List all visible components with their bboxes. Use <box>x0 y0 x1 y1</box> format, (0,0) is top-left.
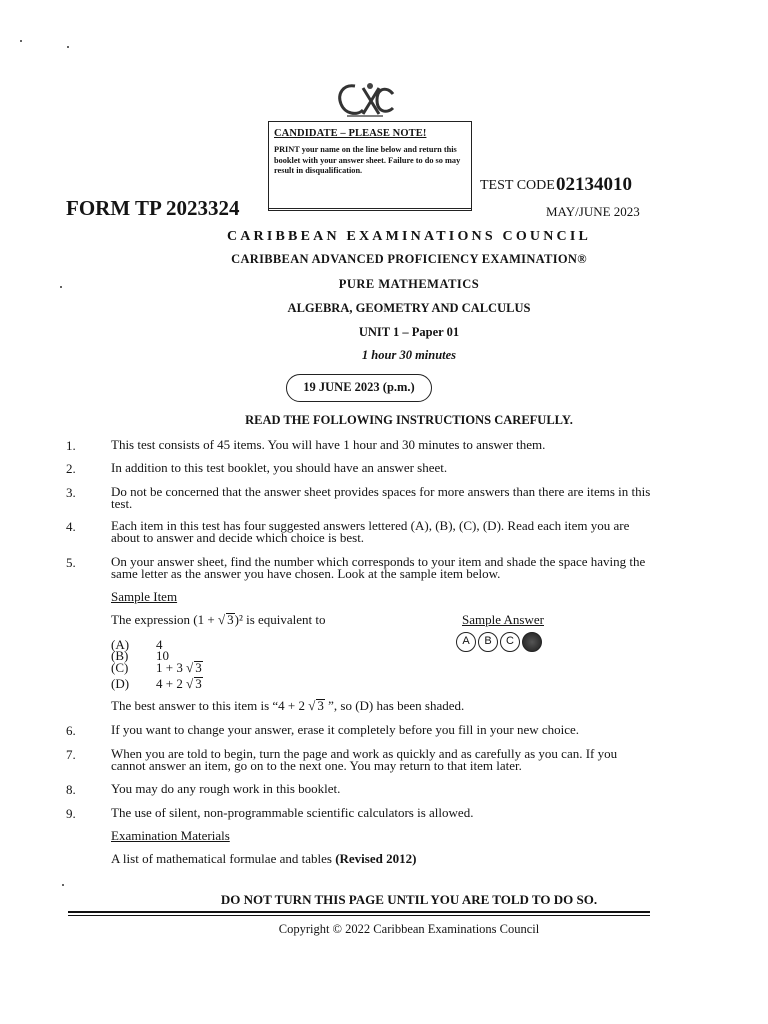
sample-question-prefix: The expression (1 + <box>111 612 218 627</box>
scan-speck <box>20 40 22 42</box>
sqrt-expression: √ 3 <box>217 612 234 627</box>
instruction-text: If you want to change your answer, erase it completely before you fill in your new choice. <box>111 722 580 737</box>
option-value: 4 <box>156 637 163 652</box>
council-heading: CARIBBEAN EXAMINATIONS COUNCIL <box>226 229 592 244</box>
sample-answer-heading: Sample Answer <box>462 612 544 627</box>
scan-speck <box>62 884 64 886</box>
notice-body: PRINT your name on the line below and return this booklet with your answer sheet. Failure to do so may result in disqualification. <box>274 145 461 175</box>
sqrt-radicand: 3 <box>195 676 202 691</box>
best-answer-suffix: ”, so (D) has been shaded. <box>324 698 465 713</box>
materials-heading: Examination Materials <box>111 828 230 843</box>
candidate-notice-box <box>268 121 472 211</box>
topic-heading: ALGEBRA, GEOMETRY AND CALCULUS <box>287 301 531 315</box>
instruction-number: 5. <box>66 555 76 570</box>
sample-answer-bubbles <box>456 632 542 652</box>
duration-heading: 1 hour 30 minutes <box>361 348 457 362</box>
instruction-text: Do not be concerned that the answer sheet provides spaces for more answers than there are items in this test. <box>111 484 651 511</box>
sqrt-expression: √ 3 <box>186 660 202 675</box>
materials-text-prefix: A list of mathematical formulae and tables <box>111 851 336 866</box>
instruction-text: On your answer sheet, find the number which corresponds to your item and shade the space having the same letter as the answer you have chosen. Look at the sample item below. <box>111 554 646 581</box>
sample-best-answer <box>111 698 464 714</box>
materials-text <box>111 851 416 867</box>
exam-session: MAY/JUNE 2023 <box>546 204 640 219</box>
cxc-logo-icon <box>333 80 395 122</box>
option-value: 10 <box>156 648 169 663</box>
form-code: FORM TP 2023324 <box>66 196 240 220</box>
copyright: Copyright © 2022 Caribbean Examinations Council <box>278 922 540 936</box>
instruction-text: This test consists of 45 items. You will have 1 hour and 30 minutes to answer them. <box>111 437 546 452</box>
subject-heading: PURE MATHEMATICS <box>338 277 480 291</box>
sample-item-heading: Sample Item <box>111 589 178 604</box>
instruction-number: 6. <box>66 723 76 738</box>
test-code-label: TEST CODE <box>480 178 555 193</box>
test-code-value: 02134010 <box>556 174 632 195</box>
sqrt-radicand: 3 <box>195 660 202 675</box>
footer-divider <box>68 911 650 913</box>
footer-divider <box>68 915 650 916</box>
candidate-name-line[interactable] <box>268 208 472 209</box>
instruction-number: 4. <box>66 519 76 534</box>
answer-bubble-a: A <box>456 632 476 652</box>
sample-question-suffix: )² is equivalent to <box>234 612 326 627</box>
option-letter: (C) <box>111 660 129 675</box>
option-value-prefix: 4 + 2 <box>156 676 187 691</box>
instruction-text: The use of silent, non-programmable scientific calculators is allowed. <box>111 805 474 820</box>
instruction-text: When you are told to begin, turn the page and work as quickly and as carefully as you can. If you cannot answer an item, go on to the next one. You may return to that item later. <box>111 746 618 773</box>
option-value-prefix: 1 + 3 <box>156 660 187 675</box>
answer-bubble-c: C <box>500 632 520 652</box>
option-value <box>156 660 203 676</box>
best-answer-prefix: The best answer to this item is “4 + 2 <box>111 698 309 713</box>
option-letter: (A) <box>111 637 130 652</box>
instruction-number: 8. <box>66 782 76 797</box>
instruction-number: 1. <box>66 438 76 453</box>
answer-bubble-d-shaded <box>522 632 542 652</box>
materials-text-bold: (Revised 2012) <box>335 851 417 866</box>
instruction-text: Each item in this test has four suggested answers lettered (A), (B), (C), (D). Read each item you are about to answer and decide which choice is best. <box>111 518 630 545</box>
option-letter: (D) <box>111 676 130 691</box>
sqrt-expression: √ 3 <box>308 698 324 713</box>
sample-question <box>111 612 326 628</box>
sqrt-radicand: 3 <box>317 698 324 713</box>
exam-heading: CARIBBEAN ADVANCED PROFICIENCY EXAMINATION® <box>231 252 587 266</box>
unit-heading: UNIT 1 – Paper 01 <box>358 325 460 339</box>
instruction-text: You may do any rough work in this booklet. <box>111 781 341 796</box>
instructions-heading: READ THE FOLLOWING INSTRUCTIONS CAREFULLY. <box>245 413 573 427</box>
option-letter: (B) <box>111 648 129 663</box>
sqrt-radicand: 3 <box>227 612 234 627</box>
notice-title: CANDIDATE – PLEASE NOTE! <box>274 128 427 139</box>
scan-speck <box>67 46 69 48</box>
answer-bubble-b: B <box>478 632 498 652</box>
instruction-number: 9. <box>66 806 76 821</box>
exam-date-badge: 19 JUNE 2023 (p.m.) <box>286 374 432 402</box>
option-value <box>156 676 203 692</box>
sqrt-expression: √ 3 <box>186 676 202 691</box>
instruction-number: 7. <box>66 747 76 762</box>
instruction-number: 3. <box>66 485 76 500</box>
instruction-text: In addition to this test booklet, you should have an answer sheet. <box>111 460 448 475</box>
instruction-number: 2. <box>66 461 76 476</box>
footer-warning: DO NOT TURN THIS PAGE UNTIL YOU ARE TOLD TO DO SO. <box>220 892 598 907</box>
